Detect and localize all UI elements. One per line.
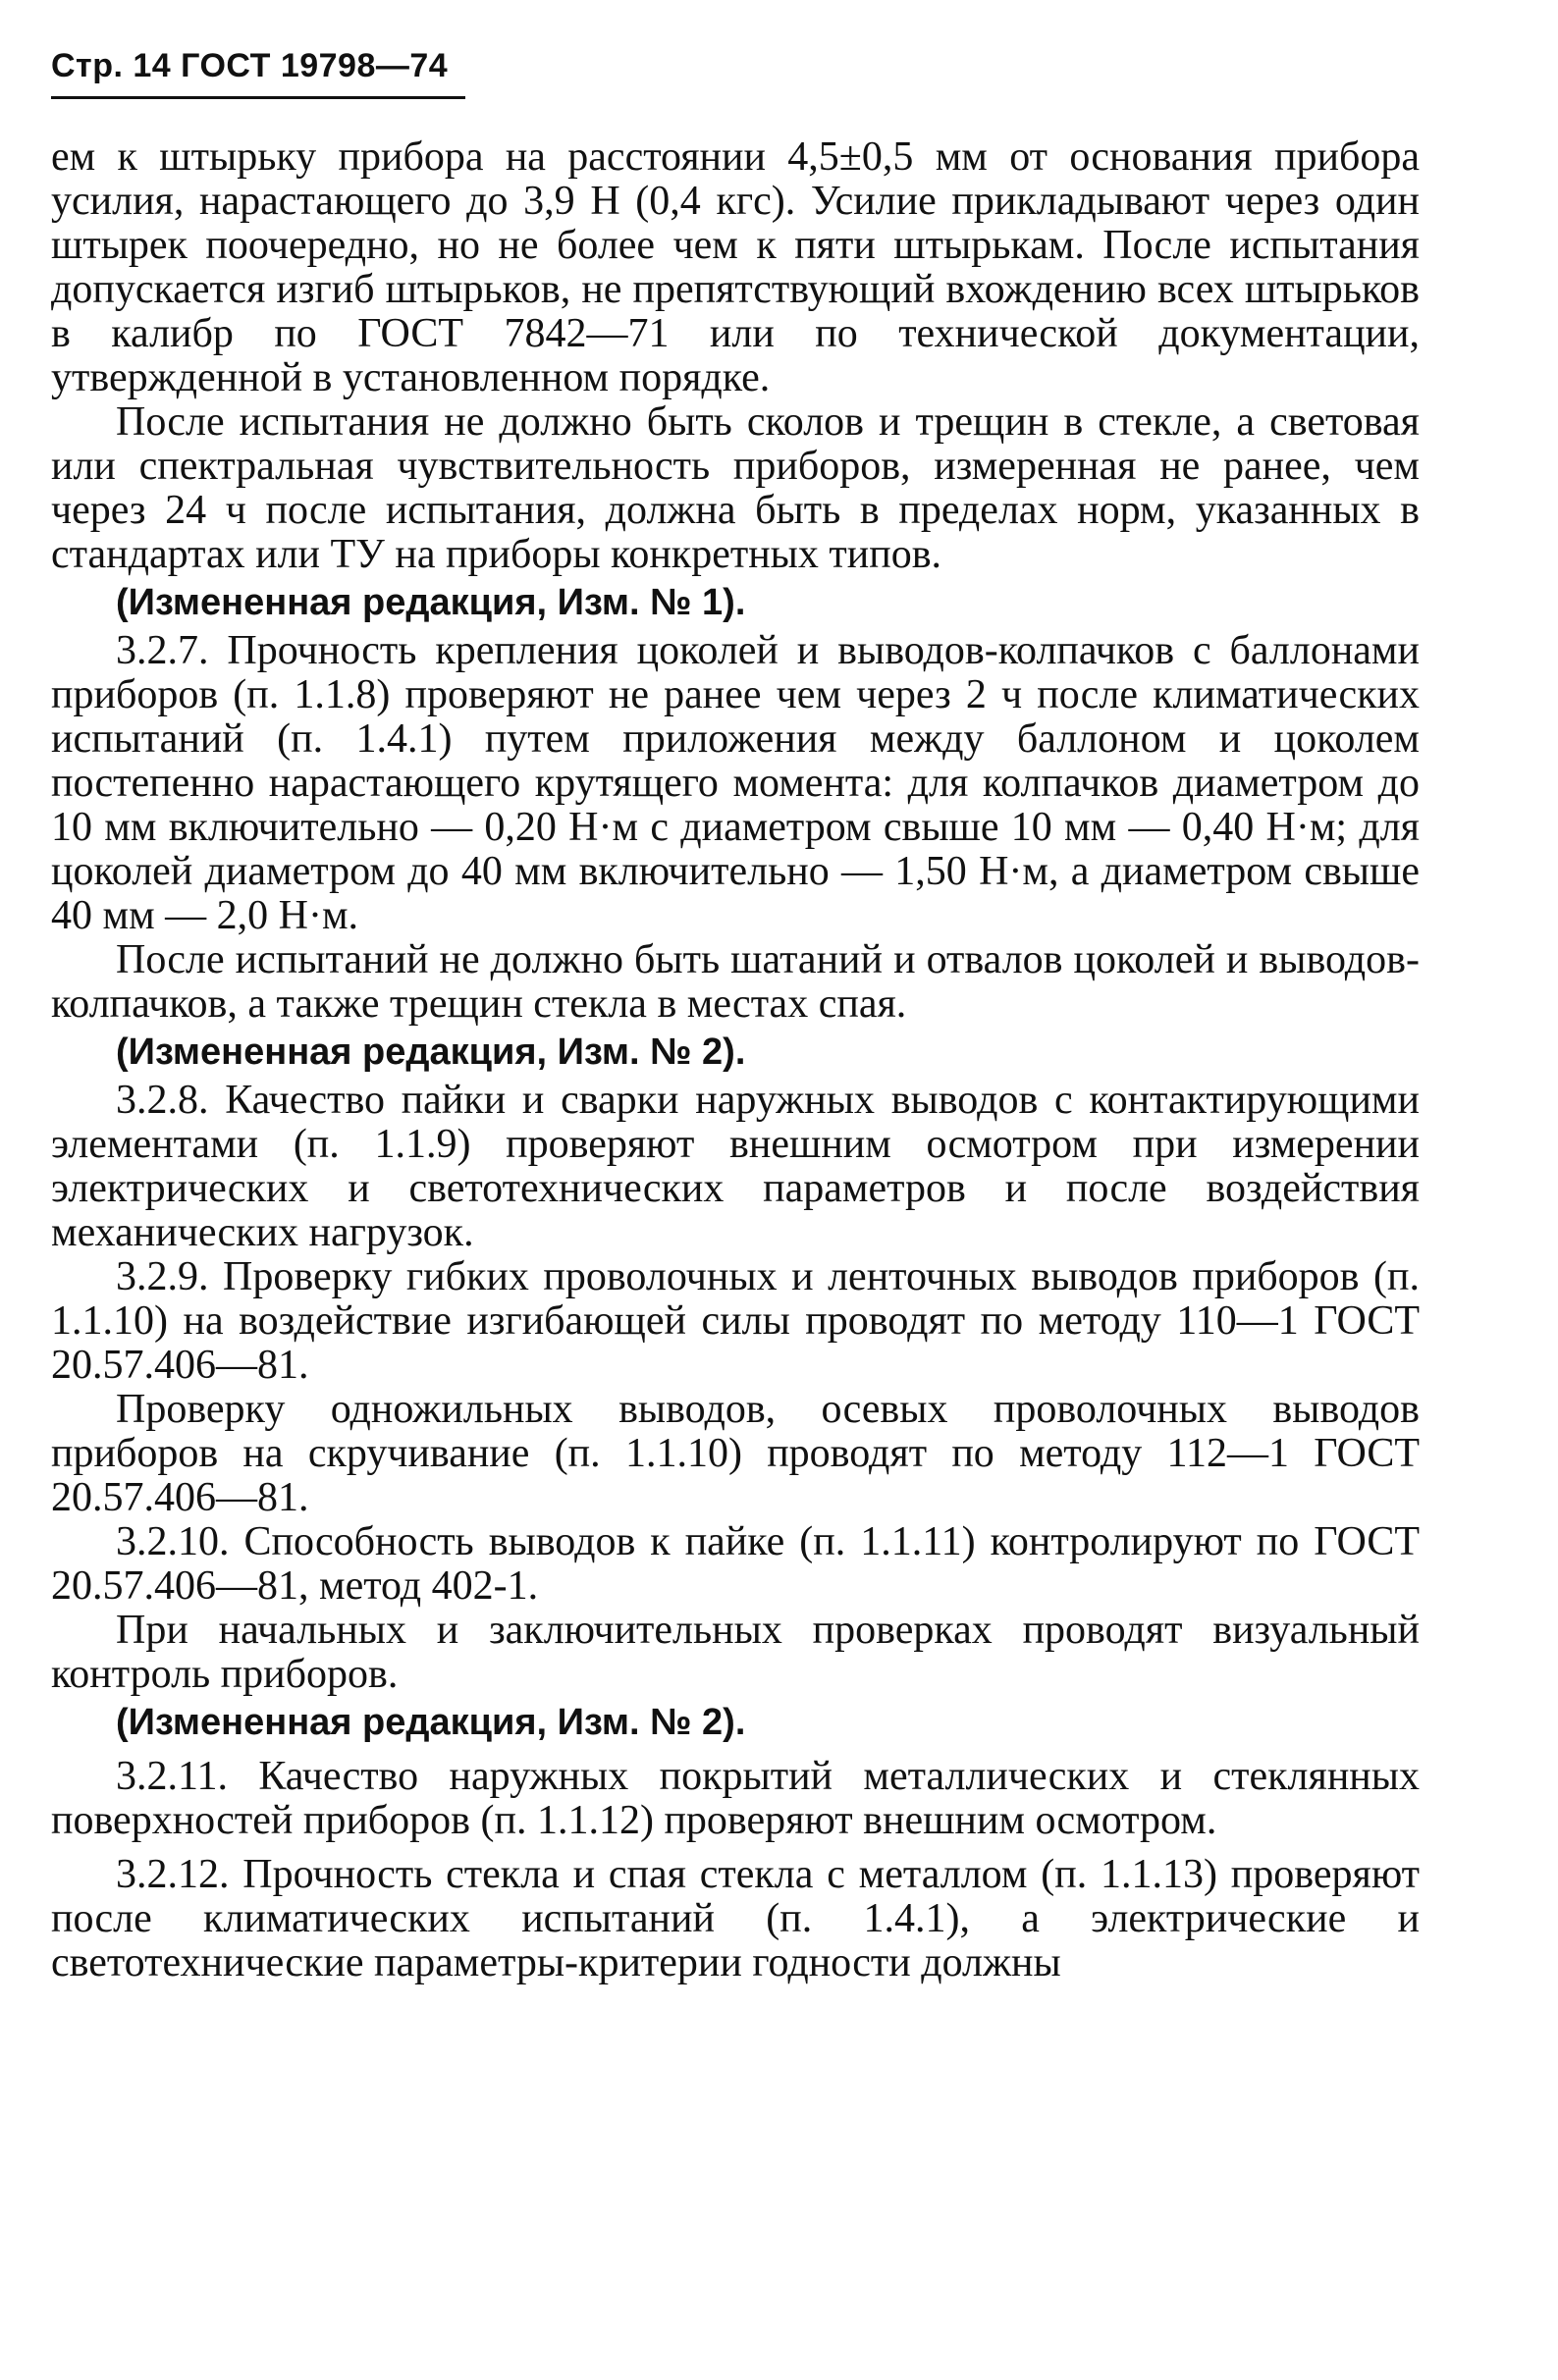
page-header: Стр. 14 ГОСТ 19798—74 xyxy=(51,47,449,84)
paragraph: 3.2.8. Качество пайки и сварки наружных выводов с контактирующими элементами (п. 1.1.9) проверяют внешним осмотром при измерении электрических и светотехнических параметров и после воздействия механических нагрузок. xyxy=(51,1078,1420,1255)
paragraph: 3.2.11. Качество наружных покрытий металлических и стеклянных поверхностей приборов (п. 1.1.12) проверяют внешним осмотром. xyxy=(51,1754,1420,1843)
amendment-note: (Измененная редакция, Изм. № 2). xyxy=(116,1702,746,1743)
document-body xyxy=(51,135,1420,1985)
paragraph: При начальных и заключительных проверках проводят визуальный контроль приборов. xyxy=(51,1608,1420,1697)
paragraph: 3.2.10. Способность выводов к пайке (п. 1.1.11) контролируют по ГОСТ 20.57.406—81, метод 402-1. xyxy=(51,1519,1420,1609)
amendment-note: (Измененная редакция, Изм. № 2). xyxy=(116,1031,746,1073)
paragraph: 3.2.9. Проверку гибких проволочных и ленточных выводов приборов (п. 1.1.10) на воздействие изгибающей силы проводят по методу 110—1 ГОСТ 20.57.406—81. xyxy=(51,1254,1420,1388)
amendment-note: (Измененная редакция, Изм. № 1). xyxy=(116,582,746,623)
paragraph: ем к штырьку прибора на расстоянии 4,5±0,5 мм от основания прибора усилия, нарастающего до 3,9 Н (0,4 кгс). Усилие прикладывают через один штырек поочередно, но не более чем к пяти штырькам. После испытания допускается изгиб штырьков, не препятствующий вхождению всех штырьков в калибр по ГОСТ 7842—71 или по технической документации, утвержденной в установленном порядке. xyxy=(51,134,1420,400)
paragraph: После испытаний не должно быть шатаний и отвалов цоколей и выводов-колпачков, а также трещин стекла в местах спая. xyxy=(51,937,1420,1027)
paragraph: 3.2.12. Прочность стекла и спая стекла с металлом (п. 1.1.13) проверяют после климатических испытаний (п. 1.4.1), а электрические и светотехнические параметры-критерии годности должны xyxy=(51,1852,1420,1985)
header-rule xyxy=(51,96,465,99)
paragraph: После испытания не должно быть сколов и трещин в стекле, а световая или спектральная чувствительность приборов, измеренная не ранее, чем через 24 ч после испытания, должна быть в пределах норм, указанных в стандартах или ТУ на приборы конкретных типов. xyxy=(51,399,1420,577)
paragraph: 3.2.7. Прочность крепления цоколей и выводов-колпачков с баллонами приборов (п. 1.1.8) проверяют не ранее чем через 2 ч после климатических испытаний (п. 1.4.1) путем приложения между баллоном и цоколем постепенно нарастающего крутящего момента: для колпачков диаметром до 10 мм включительно — 0,20 Н·м с диаметром свыше 10 мм — 0,40 Н·м; для цоколей диаметром до 40 мм включительно — 1,50 Н·м, а диаметром свыше 40 мм — 2,0 Н·м. xyxy=(51,628,1420,938)
paragraph: Проверку одножильных выводов, осевых проволочных выводов приборов на скручивание (п. 1.1.10) проводят по методу 112—1 ГОСТ 20.57.406—81. xyxy=(51,1387,1420,1520)
